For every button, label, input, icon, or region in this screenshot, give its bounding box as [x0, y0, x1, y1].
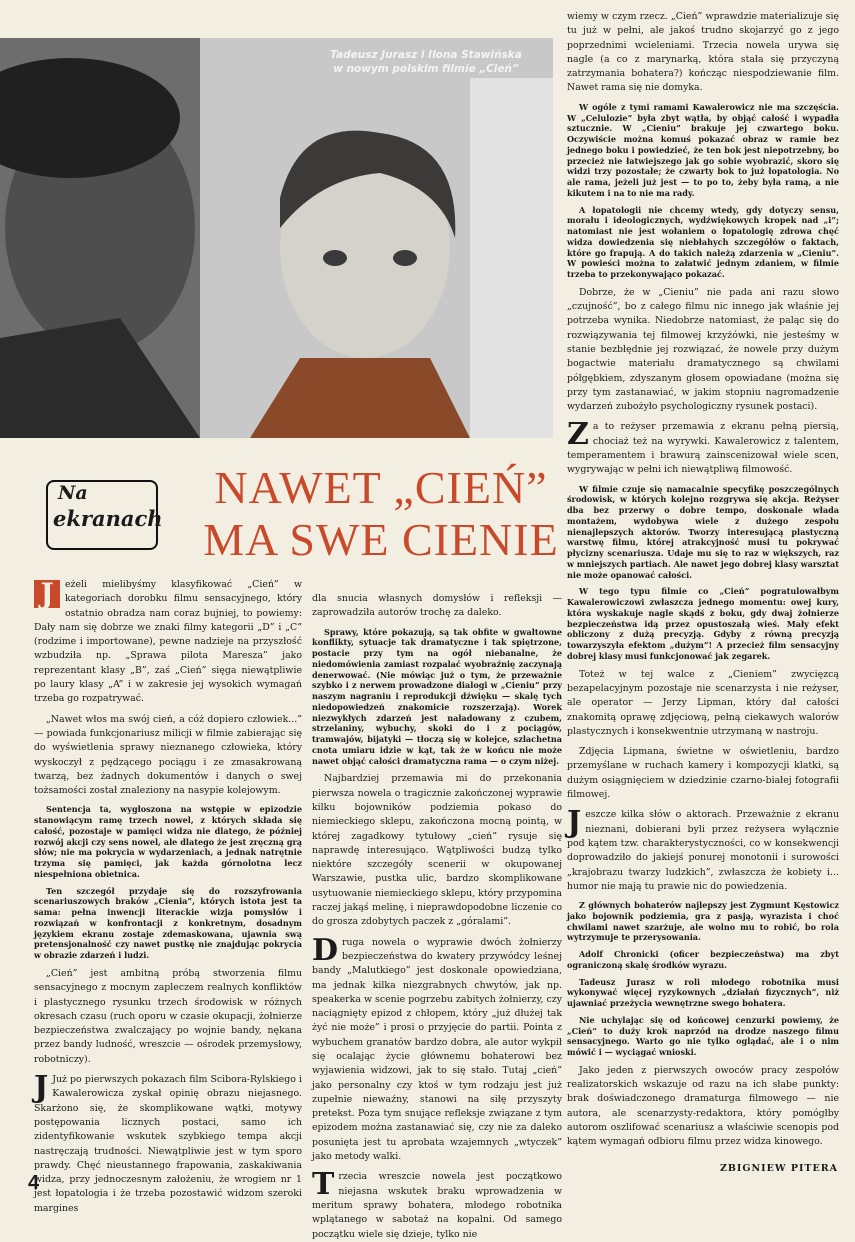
paragraph: wiemy w czym rzecz. „Cień” wprawdzie materializuje się tu już w pełni, ale jakoś trudno skojarzyć go z jego poprzednimi wcieleniami. Trzecia nowela urywa się nagle (a co z marynarką, która stała się przyczyną zatrzymania bohatera?) kończąc niespodziewanie film. Nawet rama się nie domyka.: [567, 11, 839, 94]
text-column-3: [567, 10, 839, 1160]
page-number: 4: [28, 1172, 40, 1194]
paragraph: J Już po pierwszych pokazach film Scibora-Rylskiego i Kawalerowicza zyskał opinię obrazu niejasnego. Skarżono się, że skomplikowane wątki, motywy postępowania licznych postaci, samo ich zidentyfikowanie wskutek szybkiego tempa akcji nastręczają trudności. Niewątpliwie jest w tym sporo prawdy. Chęć nieustannego frapowania, zaskakiwania widza, przy jednoczesnym założeniu, że wrogiem nr 1 jest łopatologia i że trzeba pozostawić widzom szeroki margines: [34, 1070, 302, 1214]
badge-line-1: Na: [58, 482, 88, 504]
drop-cap: J: [567, 805, 582, 841]
paragraph: J eżeli mielibyśmy klasyfikować „Cień” w kategoriach dorobku filmu sensacyjnego, który ostatnio obradza nam coraz bujniej, to powiemy: Dały nam się dobrze we znaki filmy kategorii „D” i „C” (rodzime i importowane), pewne nadzieje na przyszłość wzbudziła np. „Sprawa pilota Maresza” jako reprezentant klasy „B”, zaś „Cień” sięga niewątpliwie po laury klasy „A” i w zakresie jej wysokich wymagań trzeba go rozpatrywać.: [34, 577, 302, 705]
section-badge: [46, 480, 163, 550]
paragraph: Tadeusz Jurasz w roli młodego robotnika musi wykonywać więcej ryzykownych „działań fizycznych”, niż ujawniać przeżycia wewnętrzne swego bohatera.: [567, 976, 839, 1009]
paragraph: Jeszcze kilka słów o aktorach. Przeważnie z ekranu nieznani, dobierani byli przez reżysera wyłącznie pod kątem tzw. charakterystyczności, co w konsekwencji doprowadziło do jakiejś ponurej monotonii i surowości „krajobrazu twarzy ludzkich”, zwłaszcza że kobiety i... humor nie mają tu prawie nic do powiedzenia.: [567, 805, 839, 892]
paragraph: „Cień” jest ambitną próbą stworzenia filmu sensacyjnego z mocnym zapleczem realnych konfliktów i plastycznego rysunku trzech środowisk w różnych okresach czasu (ruch oporu w czasie okupacji, żołnierze bezpieczeństwa zwalczający po wojnie bandy, nękana przez bandy ludność, wreszcie — ośrodek przemysłowy, robotniczy).: [34, 967, 302, 1065]
paragraph: Jako jeden z pierwszych owoców pracy zespołów realizatorskich wskazuje od razu na ich słabe punkty: brak doświadczonego dramaturga filmowego — nie autora, ale scenarzysty-redaktora, który pomógłby autorom oszlifować scenariusz a właściwie scenopis pod kątem wymagań odbioru filmu przez widza kinowego.: [567, 1064, 839, 1148]
paragraph: Adolf Chronicki (oficer bezpieczeństwa) ma zbyt ograniczoną skalę środków wyrazu.: [567, 949, 839, 970]
paragraph: Nie uchylając się od końcowej cenzurki powiemy, że „Cień” to duży krok naprzód na drodze naszego filmu sensacyjnego. Warto go nie tylko oglądać, ale i o nim mówić i — wyciągać wnioski.: [567, 1014, 839, 1058]
paragraph: Toteż w tej walce z „Cieniem” zwycięzcą bezapelacyjnym pozostaje nie scenarzysta i nie reżyser, ale operator — Jerzy Lipman, który dał całości znakomitą oprawę zdjęciową, pełną ciekawych walorów plastycznych i konsekwentnie utrzymaną w nastroju.: [567, 668, 839, 737]
paragraph: W filmie czuje się namacalnie specyfikę poszczególnych środowisk, w których kolejno rozgrywa się akcja. Reżyser dba bez przerwy o dobre tempo, doskonale włada montażem, wydobywa wiele z dużego zespołu nienajlepszych aktorów. Tworzy interesującą plastyczną warstwę filmu, której atrakcyjność musi tu pokrywać płycizny scenariusza. Udaje mu się to raz w większych, raz w mniejszych partiach. Ale nawet jego dobrej klasy warsztat nie może opanować całości.: [567, 483, 839, 580]
paragraph: Zdjęcia Lipmana, świetne w oświetleniu, bardzo przemyślane w ruchach kamery i kompozycji klatki, są dużym osiągnięciem w dziedzinie czarno-białej fotografii filmowej.: [567, 746, 839, 801]
author-signature: ZBIGNIEW PITERA: [719, 1163, 838, 1174]
text-column-2: [312, 592, 562, 1240]
film-still-photo: [0, 38, 553, 438]
article-headline: [196, 462, 566, 566]
paragraph: Druga nowela o wyprawie dwóch żołnierzy bezpieczeństwa do kwatery przywódcy leśnej bandy „Malutkiego” jest doskonale opowiedziana, ma jednak kilka niezgrabnych chwytów, jak np. speakerka w scenie pogrzebu zabitych żołnierzy, czy naciągnięty epizod z chłopem, który „już dłużej tak żyć nie może” i prosi o przyjęcie do partii. Pointa z wybuchem granatów bardzo dobra, ale autor wykpił się ocalając życie głównemu bohaterowi bez wyjawienia widzowi, jak to się stało. Tutaj „cień” jako personalny czy ktoś w tym rodzaju jest już zupełnie niewaźny, stanowi na siłę przyszyty pretekst. Poza tym snujące refleksje związane z tym epizodem można zastanawiać się, czy nie za daleko posunięta jest tu aprobata wzajemnych „wtyczek” jako metody walki.: [312, 932, 562, 1163]
paragraph: „Nawet włos ma swój cień, a cóż dopiero człowiek...” — powiada funkcjonariusz milicji w filmie zabierając się do wyświetlenia sprawy nieznanego człowieka, który wyskoczył z pędzącego pociągu i ze zmasakrowaną twarzą, bez żadnych dokumentów i danych o swej tożsamości został znaleziony na nasypie kolejowym.: [34, 713, 302, 797]
drop-cap: D: [312, 932, 339, 968]
paragraph: Za to reżyser przemawia z ekranu pełną piersią, chociaż też na wyrywki. Kawalerowicz z talentem, temperamentem i brawurą zainscenizował wiele scen, wygrywając w pełni ich niewątpliwą filmowość.: [567, 417, 839, 476]
paragraph: Dobrze, że w „Cieniu” nie pada ani razu słowo „czujność”, bo z całego filmu nic innego jak właśnie jej potrzeba wynika. Niedobrze natomiast, że paląc się do rozwiązywania tej filmowej krzyżówki, nie jesteśmy w stanie bezbłędnie jej rozwiązać, że nowele przy dużym bogactwie materiału dramatycznego są chwilami półgębkiem, zdyszanym głosem opowiadane (można się przy tym zastanawiać, w jakim stopniu nagromadzenie wydarzeń zubożyło psychologiczny rysunek postaci).: [567, 286, 839, 413]
paragraph: W ogóle z tymi ramami Kawalerowicz nie ma szczęścia. W „Celulozie” była zbyt wątła, by objąć całość i wypadła sztucznie. W „Cieniu” brakuje jej czwartego boku. Oczywiście można komuś pokazać obraz w ramie bez jednego boku i powiedzieć, że ten bok jest niepotrzebny, bo przecież nie łatwiejszego jak go sobie wyobrazić, skoro się widzi trzy pozostałe; że czwarty bok to już łopatologia. No ale rama, jeżeli już jest — to po to, żeby była ramą, a nie kikutem i na to nie ma rady.: [567, 101, 839, 198]
paragraph: Z głównych bohaterów najlepszy jest Zygmunt Kęstowicz jako bojownik podziemia, gra z pasją, wyrazista i choć chwilami nawet szarżuje, ale wolno mu to robić, bo rola wytrzymuje te przerysowania.: [567, 900, 839, 943]
paragraph: Sentencja ta, wygłoszona na wstępie w epizodzie stanowiącym ramę trzech nowel, z których składa się całość, pozostaje w pamięci widza nie dlatego, że później rozwój akcji czy sens nowel, ale dlatego że jest zręczną grą słów; nie ma pokrycia w wydarzeniach, a jednak natrętnie trzyma się pamięci, jak każda górnolotna lecz niespełniona obietnica.: [34, 804, 302, 879]
paragraph: Trzecia wreszcie nowela jest początkowo niejasna wskutek braku wprowadzenia w meritum sprawy bohatera, młodego robotnika wplątanego w sabotaż na kopalni. Od samego początku wiele się dzieje, tylko nie: [312, 1167, 562, 1240]
paragraph: Ten szczegół przydaje się do rozszyfrowania scenariuszowych braków „Cienia”, których istota jest ta sama: pełna inwencji literackie wizja pomysłów i rozwiązań w konfrontacji z konkretnym, dosadnym językiem ekranu zostaje zdemaskowana, ujawnia swą pretensjonalność czy nawet pustkę nie znajdując pokrycia w obrazie zdarzeń i ludzi.: [34, 885, 302, 961]
drop-cap: J: [34, 1070, 49, 1106]
paragraph: dla snucia własnych domysłów i refleksji — zaprowadziła autorów trochę za daleko.: [312, 593, 562, 619]
paragraph: Sprawy, które pokazują, są tak obfite w gwałtowne konflikty, sytuacje tak dramatyczne i tak spiętrzone, postacie przy tym na ogół niebanalne, że niedomówienia zamiast rozpalać wyobraźnię zaczynają denerwować. (Nie mówiąc już o tym, że przeważnie szybko i z nerwem prowadzone dialogi w „Cieniu” przy naszym nagraniu i reprodukcji dźwięku — skalę tych niedopowiedzeń znakomicie rozszerzają). Worek niezwykłych zdarzeń jest naładowany z czubem, strzelaniny, wybuchy, skoki do i z pociągów, tramwajów, bijatyki — tłoczą się w kolejce, szlachetna cnota umiaru idzie w kąt, tak że w końcu nie może nawet objąć całości dramatyczna rama — o czym niżej.: [312, 626, 562, 766]
headline-line-2: MA SWE CIENIE: [203, 514, 559, 565]
paragraph: W tego typu filmie co „Cień” pogratulowałbym Kawalerowiczowi zwłaszcza jednego momentu: owej kury, która wyskakuje nagle skądś z boku, gdy dwaj żołnierze bezpieczeństwa idą przez opustoszałą wieś. Mały efekt obliczony z dużą precyzją. Gdyby z równą precyzją towarzyszyła efektom „dużym”! A przecież film sensacyjny dobrej klasy musi funkcjonować jak zegarek.: [567, 586, 839, 661]
badge-line-2: ekranach: [53, 506, 163, 531]
caption-line-1: Tadeusz Jurasz i Ilona Stawińska: [330, 49, 522, 61]
text-column-1: [34, 577, 302, 1214]
caption-line-2: w nowym polskim filmie „Cień”: [333, 63, 519, 76]
headline-line-1: NAWET „CIEŃ”: [214, 462, 548, 513]
drop-cap: T: [312, 1167, 335, 1203]
photo-illustration: [0, 38, 553, 438]
paragraph: Najbardziej przemawia mi do przekonania pierwsza nowela o tragicznie zakończonej wyprawie kilku bojowników podziemia pokaso do niemieckiego sklepu, zakończona mocną pointą, w której zagadkowy tytułowy „cień” rysuje się naprawdę interesująco. Wątpliwości budzą tylko niektóre szczegóły scenerii w okupowanej Warszawie, pustka ulic, bardzo skomplikowane usytuowanie niemieckiego sklepu, który przypomina raczej jakąś melinę, i nieprawdopodobne liczenie co do grosza zdobytych paczek z „góralami”.: [312, 773, 562, 928]
paragraph: A łopatologii nie chcemy wtedy, gdy dotyczy sensu, morału i ideologicznych, wydźwiękowych kropek nad „i”; natomiast nie jest wołaniem o łopatologię zdrowa chęć widza dowiedzenia się niebłahych szczegółów o faktach, które go frapują. A do takich należą zdarzenia w „Cieniu”. W powieści można to załatwić jednym zdaniem, w filmie trzeba to przekonywająco pokazać.: [567, 204, 839, 280]
drop-cap: Z: [567, 417, 589, 453]
photo-caption: [311, 48, 541, 76]
drop-cap: J: [34, 580, 60, 608]
